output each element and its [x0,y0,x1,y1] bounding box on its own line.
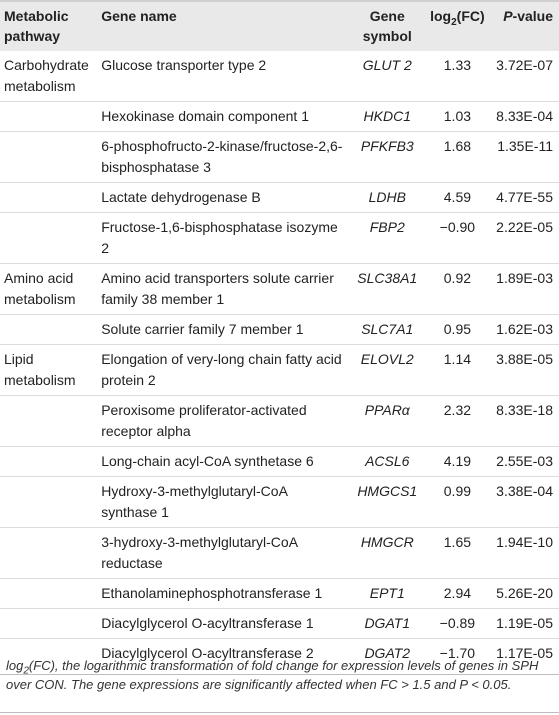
cell-gene-name: 6-phosphofructo-2-kinase/fructose-2,6-bisphosphatase 3 [97,132,349,183]
cell-pathway [0,396,97,447]
table-header-row [0,1,559,51]
cell-log2fc: −1.70 [426,639,490,669]
table-row [0,579,559,609]
table-row [0,447,559,477]
cell-pathway [0,579,97,609]
cell-log2fc: 1.65 [426,528,490,579]
table-footnote [6,656,551,694]
cell-gene-symbol: HMGCR [349,528,425,579]
cell-gene-name: Diacylglycerol O-acyltransferase 1 [97,609,349,639]
cell-gene-symbol: LDHB [349,183,425,213]
table-row [0,477,559,528]
header-gene-name: Gene name [97,1,349,51]
cell-gene-symbol: SLC7A1 [349,315,425,345]
table-row [0,102,559,132]
cell-gene-name: Fructose-1,6-bisphosphatase isozyme 2 [97,213,349,264]
table-row [0,132,559,183]
cell-pathway: Lipid metabolism [0,345,97,396]
header-pvalue [489,1,559,51]
cell-gene-symbol: DGAT1 [349,609,425,639]
cell-log2fc: 0.92 [426,264,490,315]
cell-log2fc: 0.99 [426,477,490,528]
cell-gene-symbol: HKDC1 [349,102,425,132]
header-log2fc-pre: log [430,8,452,24]
cell-log2fc: 1.14 [426,345,490,396]
cell-gene-symbol: FBP2 [349,213,425,264]
cell-log2fc: −0.89 [426,609,490,639]
cell-log2fc: −0.90 [426,213,490,264]
cell-pathway [0,132,97,183]
cell-gene-symbol: DGAT2 [349,639,425,669]
cell-pvalue: 5.26E-20 [489,579,559,609]
cell-gene-symbol: SLC38A1 [349,264,425,315]
cell-pathway: Carbohydrate metabolism [4,57,89,94]
cell-pathway [0,315,97,345]
cell-pvalue: 1.17E-05 [489,639,559,669]
header-pathway: Metabolic pathway [0,1,97,51]
cell-gene-symbol: ACSL6 [349,447,425,477]
cell-gene-name: Ethanolaminephosphotransferase 1 [97,579,349,609]
cell-gene-symbol: PPARα [349,396,425,447]
cell-pvalue: 2.55E-03 [489,447,559,477]
table-row [0,183,559,213]
cell-pvalue: 3.38E-04 [489,477,559,528]
cell-pvalue: 1.35E-11 [489,132,559,183]
cell-pvalue: 8.33E-18 [489,396,559,447]
cell-pvalue: 1.62E-03 [489,315,559,345]
table-body [0,51,559,668]
table-row [0,213,559,264]
cell-log2fc: 1.03 [426,102,490,132]
cell-pathway [0,477,97,528]
cell-gene-name: Hydroxy-3-methylglutaryl-CoA synthase 1 [97,477,349,528]
cell-pvalue: 1.19E-05 [489,609,559,639]
cell-gene-name: Elongation of very-long chain fatty acid protein 2 [97,345,349,396]
cell-pathway: Amino acid metabolism [0,264,97,315]
table-row [0,528,559,579]
footnote-text: (FC), the logarithmic transformation of fold change for expression levels of genes in SPH over CON. The gene expressions are significantly affected when FC > 1.5 and P < 0.05. [6,658,539,692]
header-log2fc [426,1,490,51]
cell-gene-name: 3-hydroxy-3-methylglutaryl-CoA reductase [97,528,349,579]
cell-pvalue: 4.77E-55 [489,183,559,213]
table-row [0,396,559,447]
cell-pvalue: 8.33E-04 [489,102,559,132]
table-bottom-rule [0,674,559,675]
cell-gene-symbol: ELOVL2 [349,345,425,396]
table-row [0,609,559,639]
cell-pathway [0,447,97,477]
cell-pvalue: 2.22E-05 [489,213,559,264]
cell-gene-name: Glucose transporter type 2 [101,57,267,73]
cell-gene-name: Hexokinase domain component 1 [97,102,349,132]
cell-pathway [0,183,97,213]
cell-gene-symbol: PFKFB3 [349,132,425,183]
cell-log2fc: 0.95 [426,315,490,345]
cell-log2fc: 1.33 [443,57,472,73]
cell-gene-name: Long-chain acyl-CoA synthetase 6 [97,447,349,477]
table-row [0,345,559,396]
cell-gene-symbol: EPT1 [349,579,425,609]
header-pvalue-italic: P [503,8,513,24]
header-pvalue-rest: -value [512,8,553,24]
cell-pvalue: 1.89E-03 [489,264,559,315]
cell-gene-symbol: HMGCS1 [349,477,425,528]
header-log2fc-post: (FC) [456,8,485,24]
table-row [0,315,559,345]
cell-gene-name: Lactate dehydrogenase B [97,183,349,213]
header-log2fc-sub: 2 [451,16,457,28]
cell-pathway [0,102,97,132]
header-gene-symbol: Gene symbol [349,1,425,51]
cell-pvalue: 3.72E-07 [496,57,553,73]
cell-pvalue: 3.88E-05 [489,345,559,396]
footnote-bottom-rule [0,712,559,713]
cell-gene-symbol: GLUT 2 [362,57,412,73]
table-row [0,51,559,102]
cell-log2fc: 2.94 [426,579,490,609]
footnote-log-sub: 2 [23,665,29,677]
cell-gene-name: Solute carrier family 7 member 1 [97,315,349,345]
cell-log2fc: 1.68 [426,132,490,183]
table-row [0,264,559,315]
cell-pathway [0,528,97,579]
cell-gene-name: Peroxisome proliferator-activated receptor alpha [97,396,349,447]
cell-gene-name: Amino acid transporters solute carrier family 38 member 1 [97,264,349,315]
footnote-log: log [6,658,24,673]
cell-gene-name: Diacylglycerol O-acyltransferase 2 [97,639,349,669]
cell-pathway [0,609,97,639]
cell-log2fc: 4.19 [426,447,490,477]
cell-log2fc: 4.59 [426,183,490,213]
cell-pathway [0,213,97,264]
cell-log2fc: 2.32 [426,396,490,447]
cell-pvalue: 1.94E-10 [489,528,559,579]
